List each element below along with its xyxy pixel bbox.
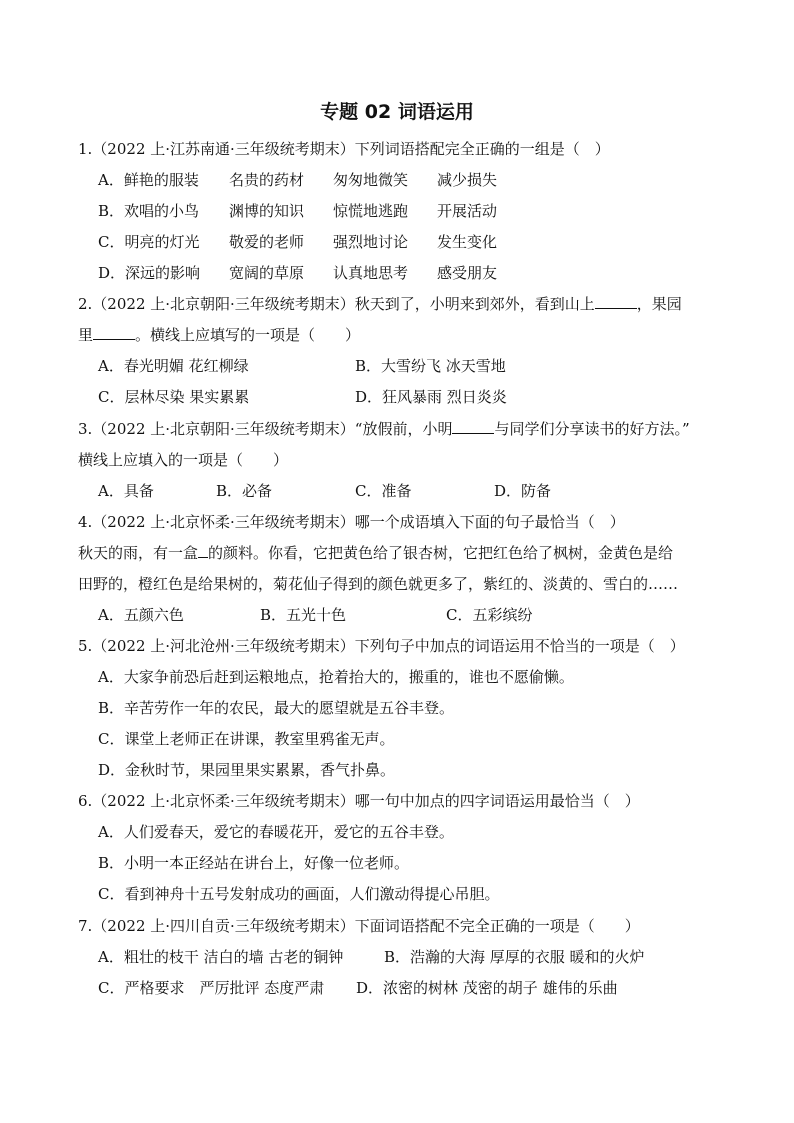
q1-option-a-1: A．鲜艳的服装: [98, 171, 199, 189]
q3-option-b: B．必备: [216, 482, 273, 500]
q1-option-b-4: 开展活动: [437, 202, 498, 220]
question-2-stem-line-1: [78, 294, 682, 314]
q1-option-d-1: D．深远的影响: [98, 264, 201, 282]
q5-option-b: B．辛苦劳作一年的农民，最大的愿望就是五谷丰登。: [98, 699, 455, 717]
q5-option-d: D．金秋时节，果园里果实累累，香气扑鼻。: [98, 761, 396, 779]
q3-stem-part-2: 与同学们分享读书的好方法。”: [494, 420, 690, 438]
question-4-stem: 4.（2022 上·北京怀柔·三年级统考期末）哪一个成语填入下面的句子最恰当（ ）: [78, 513, 625, 531]
q1-option-b-3: 惊慌地逃跑: [333, 202, 409, 220]
q2-stem-part-2: ，果园: [636, 295, 682, 313]
q7-option-b: B．浩瀚的大海 厚厚的衣服 暖和的火炉: [384, 948, 645, 966]
q2-option-c: C．层林尽染 果实累累: [98, 388, 250, 406]
q1-option-c-2: 敬爱的老师: [229, 233, 305, 251]
q2-option-b: B．大雪纷飞 冰天雪地: [355, 357, 506, 375]
q6-option-c: C．看到神舟十五号发射成功的画面，人们激动得提心吊胆。: [98, 885, 500, 903]
q5-option-c: C．课堂上老师正在讲课，教室里鸦雀无声。: [98, 730, 395, 748]
q3-stem-part-1: 3.（2022 上·北京朝阳·三年级统考期末）“放假前，小明: [78, 420, 453, 438]
q1-option-b-2: 渊博的知识: [229, 202, 305, 220]
q4-passage-line-2: 田野的，橙红色是给果树的，菊花仙子得到的颜色就更多了，紫红的、淡黄的、雪白的……: [78, 575, 679, 593]
q1-option-a-4: 减少损失: [437, 171, 498, 189]
q1-option-c-4: 发生变化: [437, 233, 498, 251]
q2-option-a: A．春光明媚 花红柳绿: [98, 357, 249, 375]
question-1-stem: 1.（2022 上·江苏南通·三年级统考期末）下列词语搭配完全正确的一组是（ ）: [78, 140, 610, 158]
q4-passage-part-2: 的颜料。你看，它把黄色给了银杏树，它把红色给了枫树，金黄色是给: [208, 544, 674, 562]
q4-passage-part-1: 秋天的雨，有一盒: [78, 544, 199, 562]
q7-option-a: A．粗壮的枝干 洁白的墙 古老的铜钟: [98, 948, 344, 966]
q6-option-b: B．小明一本正经站在讲台上，好像一位老师。: [98, 854, 410, 872]
q5-option-a: A．大家争前恐后赶到运粮地点，抢着抬大的，搬重的，谁也不愿偷懒。: [98, 668, 574, 686]
question-7-stem: 7.（2022 上·四川自贡·三年级统考期末）下面词语搭配不完全正确的一项是（ ）: [78, 917, 640, 935]
q1-option-d-3: 认真地思考: [333, 264, 409, 282]
q1-option-a-3: 匆匆地微笑: [333, 171, 409, 189]
q3-option-c: C．准备: [355, 482, 412, 500]
question-3-stem-line-2: 横线上应填入的一项是（ ）: [78, 451, 289, 469]
q1-option-d-2: 宽阔的草原: [229, 264, 305, 282]
q1-option-a-2: 名贵的药材: [229, 171, 305, 189]
q2-option-d: D．狂风暴雨 烈日炎炎: [355, 388, 507, 406]
answer-blank: [595, 294, 637, 309]
q2-stem-part-3: 里: [78, 326, 94, 344]
q4-option-c: C．五彩缤纷: [446, 606, 533, 624]
page-title: 专题 02 词语运用: [320, 101, 474, 123]
question-5-stem: 5.（2022 上·河北沧州·三年级统考期末）下列句子中加点的词语运用不恰当的一项是（ ）: [78, 637, 685, 655]
q4-option-a: A．五颜六色: [98, 606, 184, 624]
answer-blank: [198, 543, 208, 558]
q4-option-b: B．五光十色: [260, 606, 347, 624]
q7-option-c: C．严格要求 严厉批评 态度严肃: [98, 979, 325, 997]
q1-option-b-1: B．欢唱的小鸟: [98, 202, 200, 220]
q1-option-d-4: 感受朋友: [437, 264, 498, 282]
q6-option-a: A．人们爱春天，爱它的春暖花开，爱它的五谷丰登。: [98, 823, 454, 841]
answer-blank: [93, 325, 135, 340]
question-6-stem: 6.（2022 上·北京怀柔·三年级统考期末）哪一句中加点的四字词语运用最恰当（ ）: [78, 792, 640, 810]
q7-option-d: D．浓密的树林 茂密的胡子 雄伟的乐曲: [356, 979, 618, 997]
q1-option-c-3: 强烈地讨论: [333, 233, 409, 251]
q2-stem-part-1: 2.（2022 上·北京朝阳·三年级统考期末）秋天到了，小明来到郊外，看到山上: [78, 295, 595, 313]
answer-blank: [452, 419, 494, 434]
question-3-stem-line-1: [78, 419, 690, 439]
question-2-stem-line-2: [78, 325, 360, 345]
q1-option-c-1: C．明亮的灯光: [98, 233, 200, 251]
q3-option-a: A．具备: [98, 482, 154, 500]
q3-option-d: D．防备: [494, 482, 552, 500]
q4-passage-line-1: [78, 543, 673, 563]
q2-stem-part-4: 。横线上应填写的一项是（ ）: [135, 326, 361, 344]
